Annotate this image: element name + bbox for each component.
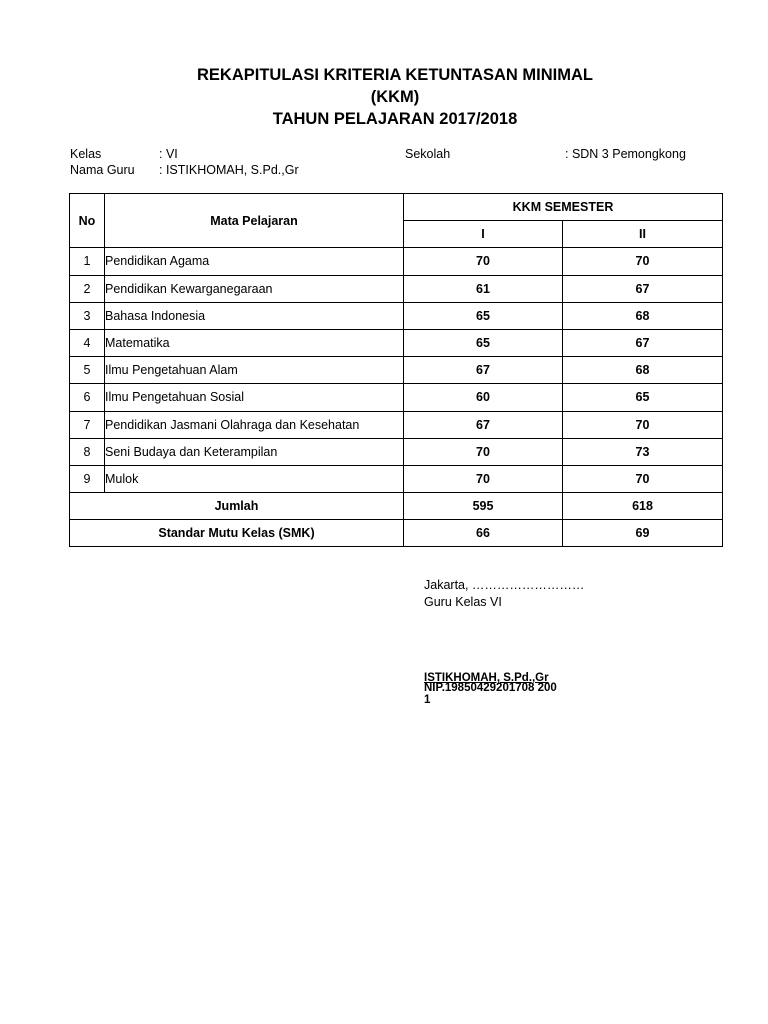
table-row (70, 275, 723, 302)
smk-semester-1: 66 (404, 520, 563, 547)
table-row (70, 438, 723, 465)
row-kkm-semester-2: 67 (563, 275, 723, 302)
row-kkm-semester-1: 61 (404, 275, 563, 302)
row-kkm-semester-2: 70 (563, 411, 723, 438)
table-row (70, 248, 723, 275)
academic-year: TAHUN PELAJARAN 2017/2018 (272, 110, 518, 128)
row-no: 3 (70, 302, 105, 329)
table-row (70, 329, 723, 356)
row-kkm-semester-1: 65 (404, 329, 563, 356)
document-title: REKAPITULASI KRITERIA KETUNTASAN MINIMAL (197, 66, 593, 84)
nama-guru-label: Nama Guru (70, 163, 135, 177)
header-mata-pelajaran: Mata Pelajaran (105, 194, 404, 248)
row-no: 4 (70, 329, 105, 356)
row-no: 6 (70, 384, 105, 411)
kelas-label: Kelas (70, 147, 102, 161)
row-kkm-semester-1: 65 (404, 302, 563, 329)
row-kkm-semester-2: 65 (563, 384, 723, 411)
row-no: 5 (70, 357, 105, 384)
sekolah-label: Sekolah (405, 147, 451, 161)
row-kkm-semester-2: 68 (563, 357, 723, 384)
document-subtitle: (KKM) (370, 88, 420, 106)
row-kkm-semester-2: 70 (563, 248, 723, 275)
signature-role: Guru Kelas VI (424, 595, 502, 609)
table-row (70, 357, 723, 384)
smk-semester-2: 69 (563, 520, 723, 547)
row-kkm-semester-2: 70 (563, 465, 723, 492)
signature-place-date: Jakarta, ……………………… (424, 578, 585, 592)
row-no: 1 (70, 248, 105, 275)
row-kkm-semester-1: 70 (404, 248, 563, 275)
smk-label: Standar Mutu Kelas (SMK) (70, 520, 404, 547)
table-row (70, 411, 723, 438)
row-kkm-semester-2: 68 (563, 302, 723, 329)
table-row (70, 465, 723, 492)
row-mata-pelajaran: Pendidikan Jasmani Olahraga dan Kesehatan (105, 411, 404, 438)
row-kkm-semester-1: 67 (404, 411, 563, 438)
row-kkm-semester-1: 67 (404, 357, 563, 384)
smk-row (70, 520, 723, 547)
header-semester-1: I (404, 221, 563, 248)
signature-name: ISTIKHOMAH, S.Pd.,Gr (424, 672, 549, 684)
row-no: 7 (70, 411, 105, 438)
header-semester-2: II (563, 221, 723, 248)
row-mata-pelajaran: Matematika (105, 329, 404, 356)
row-mata-pelajaran: Bahasa Indonesia (105, 302, 404, 329)
row-no: 9 (70, 465, 105, 492)
row-kkm-semester-1: 70 (404, 465, 563, 492)
table-row (70, 384, 723, 411)
row-mata-pelajaran: Seni Budaya dan Keterampilan (105, 438, 404, 465)
kkm-table (69, 193, 723, 547)
jumlah-row (70, 493, 723, 520)
row-mata-pelajaran: Mulok (105, 465, 404, 492)
row-mata-pelajaran: Pendidikan Kewarganegaraan (105, 275, 404, 302)
nama-guru-value: : ISTIKHOMAH, S.Pd.,Gr (159, 163, 299, 177)
row-kkm-semester-2: 73 (563, 438, 723, 465)
row-no: 8 (70, 438, 105, 465)
row-kkm-semester-1: 70 (404, 438, 563, 465)
row-kkm-semester-2: 67 (563, 329, 723, 356)
header-no: No (70, 194, 105, 248)
row-mata-pelajaran: Pendidikan Agama (105, 248, 404, 275)
signature-nip: NIP.19850429201708 2001 (424, 682, 557, 706)
sekolah-value: : SDN 3 Pemongkong (565, 147, 686, 161)
kelas-value: : VI (159, 147, 178, 161)
jumlah-label: Jumlah (70, 493, 404, 520)
row-mata-pelajaran: Ilmu Pengetahuan Sosial (105, 384, 404, 411)
table-body (70, 248, 723, 493)
header-kkm-semester: KKM SEMESTER (404, 194, 723, 221)
table-row (70, 302, 723, 329)
row-mata-pelajaran: Ilmu Pengetahuan Alam (105, 357, 404, 384)
row-no: 2 (70, 275, 105, 302)
jumlah-semester-2: 618 (563, 493, 723, 520)
row-kkm-semester-1: 60 (404, 384, 563, 411)
jumlah-semester-1: 595 (404, 493, 563, 520)
